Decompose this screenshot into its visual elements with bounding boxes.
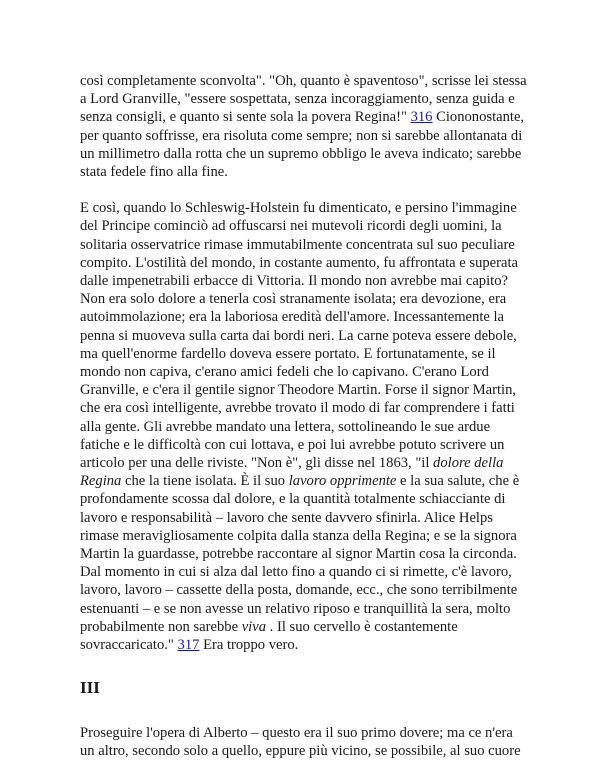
- paragraph-2-seg4: . Il suo cervello è costantemente sovraccaricato.": [80, 618, 458, 654]
- paragraph-1: [80, 72, 530, 181]
- paragraph-2: [80, 199, 530, 654]
- footnote-link-316[interactable]: 316: [410, 109, 433, 126]
- section-heading: III: [80, 678, 100, 698]
- paragraph-2-emphasis-1: dolore della Regina: [80, 455, 504, 490]
- footnote-link-317[interactable]: 317: [177, 637, 200, 654]
- document-page: [80, 72, 530, 778]
- paragraph-2-emphasis-2: lavoro opprimente: [288, 473, 397, 490]
- paragraph-2-seg1: E così, quando lo Schleswig-Holstein fu dimenticato, e persino l'immagine del Principe cominciò ad offuscarsi nei mutevoli ricordi degli uomini, la solitaria osservatrice rimase immutabilmente concentrata sul suo peculiare compito. L'ostilità del mondo, in costante aumento, fu affrontata e superata dalle impenetrabili erbacce di Vittoria. Il mondo non avrebbe mai capito? Non era solo dolore a tenerla così stranamente isolata; era devozione, era autoimmolazione; era la laboriosa eredità dell'amore. Incessantemente la penna si muoveva sulla carta dai bordi neri. La carne poteva essere debole, ma quell'enorme fardello doveva essere portato. E fortunatamente, se il mondo non capiva, c'erano amici fedeli che lo capivano. C'erano Lord Granville, e c'era il gentile signor Theodore Martin. Forse il signor Martin, che era così intelligente, avrebbe trovato il modo di far comprendere i fatti alla gente. Gli avrebbe mandato una lettera, sottolineando le sue ardue fatiche e le difficoltà con cui lottava, e poi lui avrebbe potuto scrivere un articolo per una delle riviste. "Non è", gli disse nel 1863, "il: [80, 200, 519, 472]
- paragraph-2-seg2: che la tiene isolata. È il suo: [121, 473, 289, 490]
- paragraph-3: [80, 724, 530, 760]
- paragraph-2-emphasis-3: viva: [241, 618, 267, 635]
- paragraph-1-text-before: così completamente sconvolta". "Oh, quanto è spaventoso", scrisse lei stessa a Lord Granville, "essere sospettata, senza incoraggiamento, senza guida e senza consigli, e quanto si sente sola la povera Regina!": [80, 73, 527, 126]
- paragraph-2-seg3: e la sua salute, che è profondamente scossa dal dolore, e la quantità totalmente schiacciante di lavoro e responsabilità – lavoro che sente davvero sfinirla. Alice Helps rimase meravigliosamente colpita dalla stanza della Regina; e se la signora Martin la guardasse, potrebbe raccontare al signor Martin cosa la circonda. Dal momento in cui si alza dal letto fino a quando ci si rimette, c'è lavoro, lavoro, lavoro – cassette della posta, domande, ecc., che sono terribilmente estenuanti – e se non avesse un relativo riposo e tranquillità la sera, molto probabilmente non sarebbe: [80, 473, 520, 635]
- paragraph-1-text-after: Ciononostante, per quanto soffrisse, era risoluta come sempre; non si sarebbe allontanata di un millimetro dalla rotta che un supremo obbligo le aveva indicato; sarebbe stata fedele fino alla fine.: [80, 109, 525, 181]
- paragraph-3-text: Proseguire l'opera di Alberto – questo era il suo primo dovere; ma ce n'era un altro, secondo solo a quello, eppure più vicino, se possibile, al suo cuore: [80, 724, 521, 759]
- paragraph-2-seg5: Era troppo vero.: [199, 637, 299, 654]
